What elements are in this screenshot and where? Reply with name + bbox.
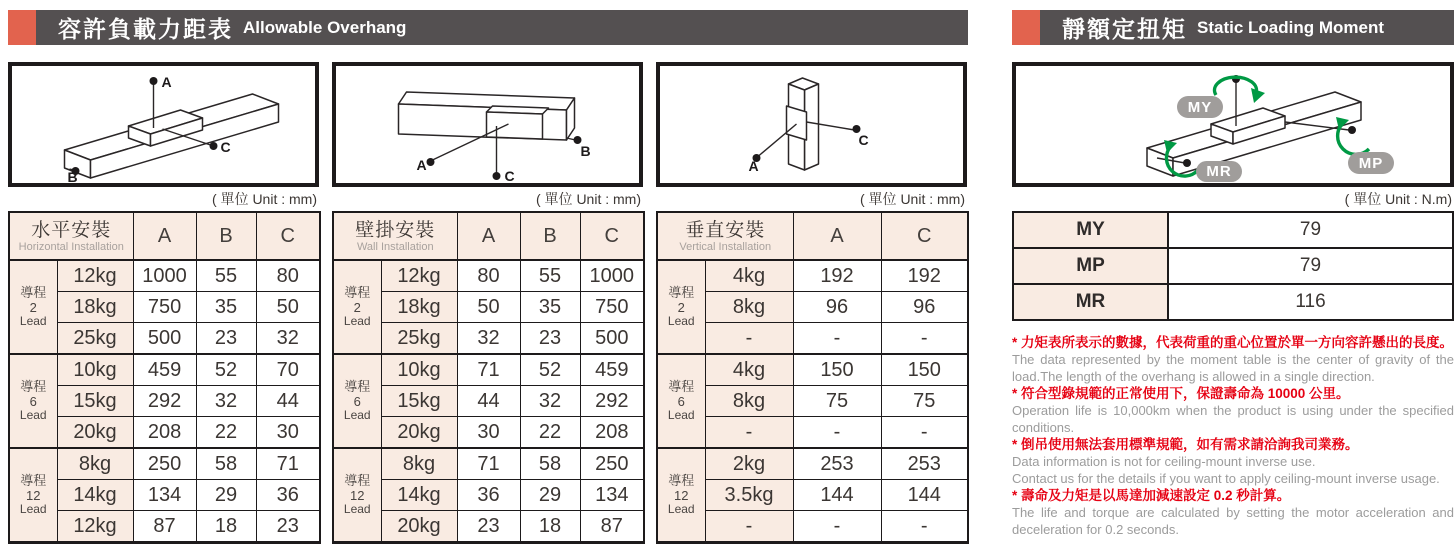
value-cell: 22	[520, 417, 580, 449]
value-cell: -	[793, 323, 881, 355]
note-zh: * 倒吊使用無法套用標準規範，如有需求請洽詢我司業務。	[1012, 437, 1359, 452]
value-cell: -	[881, 323, 968, 355]
table-title: 垂直安裝 Vertical Installation	[657, 212, 793, 260]
load-cell: 25kg	[381, 323, 457, 355]
moment-row	[1013, 212, 1453, 248]
accent-square	[1012, 10, 1040, 45]
value-cell: 87	[580, 511, 644, 543]
load-cell: 12kg	[57, 260, 133, 292]
section-title-en: Static Loading Moment	[1197, 17, 1384, 37]
value-cell: 30	[256, 417, 320, 449]
moment-label: MR	[1013, 284, 1168, 320]
wall-installation-diagram	[332, 62, 643, 187]
value-cell: 32	[196, 386, 256, 417]
load-cell: 4kg	[705, 260, 793, 292]
moment-label-my: MY	[1187, 99, 1213, 116]
value-cell: -	[881, 417, 968, 449]
value-cell: 144	[881, 480, 968, 511]
value-cell: 50	[256, 292, 320, 323]
note-en: The life and torque are calculated by setting the motor acceleration and deceleration for 0.2 seconds.	[1012, 505, 1454, 537]
load-cell: 18kg	[57, 292, 133, 323]
table-row	[333, 448, 644, 480]
load-cell: 8kg	[705, 292, 793, 323]
note-en: The data represented by the moment table is the center of gravity of the load.The length of the overhang is allowed in a single direction.	[1012, 352, 1454, 384]
diagram-point-c: C	[220, 139, 231, 155]
value-cell: 50	[457, 292, 520, 323]
lead-cell: 導程 6 Lead	[333, 354, 381, 448]
column-header: C	[881, 212, 968, 260]
note-zh: * 力矩表所表示的數據，代表荷重的重心位置於單一方向容許懸出的長度。	[1012, 335, 1454, 350]
load-cell: -	[705, 511, 793, 543]
notes	[1012, 334, 1454, 538]
value-cell: 52	[196, 354, 256, 386]
table-row	[657, 448, 968, 480]
value-cell: 150	[881, 354, 968, 386]
value-cell: 22	[196, 417, 256, 449]
value-cell: 23	[256, 511, 320, 543]
unit-label: ( 單位 Unit : N.m)	[1344, 191, 1452, 207]
value-cell: 58	[520, 448, 580, 480]
section-header-right	[1012, 10, 1454, 45]
value-cell: 29	[520, 480, 580, 511]
moment-value: 116	[1168, 284, 1453, 320]
value-cell: 96	[881, 292, 968, 323]
load-cell: 10kg	[57, 354, 133, 386]
value-cell: 1000	[133, 260, 196, 292]
moment-value: 79	[1168, 212, 1453, 248]
unit-label: ( 單位 Unit : mm)	[536, 191, 641, 207]
unit-label: ( 單位 Unit : mm)	[860, 191, 965, 207]
value-cell: 144	[793, 480, 881, 511]
value-cell: 71	[457, 448, 520, 480]
diagram-point-a: A	[161, 74, 172, 90]
table-row	[333, 260, 644, 292]
moment-row	[1013, 284, 1453, 320]
table-title: 水平安裝 Horizontal Installation	[9, 212, 133, 260]
load-cell: 20kg	[381, 511, 457, 543]
lead-cell: 導程 12 Lead	[657, 448, 705, 543]
value-cell: 52	[520, 354, 580, 386]
load-cell: -	[705, 323, 793, 355]
vertical-installation-table	[656, 211, 969, 544]
lead-cell: 導程 2 Lead	[333, 260, 381, 354]
value-cell: 292	[133, 386, 196, 417]
value-cell: 55	[196, 260, 256, 292]
section-title-en: Allowable Overhang	[243, 17, 407, 37]
value-cell: 150	[793, 354, 881, 386]
value-cell: 44	[256, 386, 320, 417]
load-cell: 8kg	[381, 448, 457, 480]
column-header: B	[520, 212, 580, 260]
load-cell: 2kg	[705, 448, 793, 480]
table-row	[333, 354, 644, 386]
load-cell: 18kg	[381, 292, 457, 323]
wall-installation-table	[332, 211, 645, 544]
value-cell: 208	[133, 417, 196, 449]
moment-value: 79	[1168, 248, 1453, 284]
note-en: Data information is not for ceiling-mount inverse use.	[1012, 454, 1316, 469]
section-header-left	[8, 10, 968, 45]
load-cell: -	[705, 417, 793, 449]
horizontal-installation-table	[8, 211, 321, 544]
value-cell: 134	[580, 480, 644, 511]
load-cell: 12kg	[381, 260, 457, 292]
section-title-zh: 容許負載力距表	[58, 16, 233, 42]
load-cell: 25kg	[57, 323, 133, 355]
note-en: Contact us for the details if you want to apply ceiling-mount inverse usage.	[1012, 471, 1440, 486]
value-cell: 23	[520, 323, 580, 355]
value-cell: 44	[457, 386, 520, 417]
value-cell: 192	[881, 260, 968, 292]
note-zh: * 符合型錄規範的正常使用下，保證壽命為 10000 公里。	[1012, 386, 1350, 401]
load-cell: 20kg	[57, 417, 133, 449]
value-cell: 71	[457, 354, 520, 386]
load-cell: 15kg	[57, 386, 133, 417]
value-cell: 30	[457, 417, 520, 449]
wall-installation-column	[332, 62, 643, 544]
value-cell: 36	[256, 480, 320, 511]
diagram-point-b: B	[67, 169, 78, 183]
value-cell: 192	[793, 260, 881, 292]
value-cell: 1000	[580, 260, 644, 292]
value-cell: 70	[256, 354, 320, 386]
value-cell: -	[793, 511, 881, 543]
value-cell: 55	[520, 260, 580, 292]
diagram-point-b: B	[580, 143, 591, 159]
vertical-installation-diagram	[656, 62, 967, 187]
column-header: B	[196, 212, 256, 260]
moment-diagram	[1012, 62, 1454, 187]
table-header-row	[9, 212, 320, 260]
value-cell: -	[881, 511, 968, 543]
value-cell: 32	[457, 323, 520, 355]
value-cell: 750	[133, 292, 196, 323]
vertical-installation-column	[656, 62, 967, 544]
load-cell: 15kg	[381, 386, 457, 417]
value-cell: 32	[520, 386, 580, 417]
diagram-point-c: C	[858, 132, 869, 148]
value-cell: 32	[256, 323, 320, 355]
lead-cell: 導程 2 Lead	[9, 260, 57, 354]
value-cell: 292	[580, 386, 644, 417]
value-cell: 253	[881, 448, 968, 480]
horizontal-installation-column	[8, 62, 319, 544]
value-cell: 80	[457, 260, 520, 292]
value-cell: 253	[793, 448, 881, 480]
value-cell: 23	[457, 511, 520, 543]
value-cell: -	[793, 417, 881, 449]
lead-cell: 導程 12 Lead	[9, 448, 57, 543]
column-header: C	[256, 212, 320, 260]
table-row	[9, 448, 320, 480]
load-cell: 10kg	[381, 354, 457, 386]
value-cell: 87	[133, 511, 196, 543]
table-row	[9, 354, 320, 386]
value-cell: 71	[256, 448, 320, 480]
value-cell: 80	[256, 260, 320, 292]
load-cell: 14kg	[57, 480, 133, 511]
lead-cell: 導程 6 Lead	[9, 354, 57, 448]
load-cell: 20kg	[381, 417, 457, 449]
value-cell: 36	[457, 480, 520, 511]
load-cell: 3.5kg	[705, 480, 793, 511]
value-cell: 134	[133, 480, 196, 511]
value-cell: 29	[196, 480, 256, 511]
load-cell: 14kg	[381, 480, 457, 511]
diagram-point-a: A	[748, 158, 759, 174]
value-cell: 500	[580, 323, 644, 355]
value-cell: 75	[881, 386, 968, 417]
table-title: 壁掛安裝 Wall Installation	[333, 212, 457, 260]
load-cell: 8kg	[57, 448, 133, 480]
unit-label: ( 單位 Unit : mm)	[212, 191, 317, 207]
value-cell: 459	[580, 354, 644, 386]
value-cell: 75	[793, 386, 881, 417]
note-en: Operation life is 10,000km when the product is using under the specified conditions.	[1012, 403, 1454, 435]
horizontal-installation-diagram	[8, 62, 319, 187]
table-header-row	[657, 212, 968, 260]
load-cell: 4kg	[705, 354, 793, 386]
column-header: A	[457, 212, 520, 260]
table-header-row	[333, 212, 644, 260]
static-loading-moment-table	[1012, 211, 1454, 321]
value-cell: 208	[580, 417, 644, 449]
value-cell: 250	[580, 448, 644, 480]
moment-label-mp: MP	[1358, 155, 1384, 172]
load-cell: 12kg	[57, 511, 133, 543]
value-cell: 35	[520, 292, 580, 323]
value-cell: 500	[133, 323, 196, 355]
value-cell: 23	[196, 323, 256, 355]
table-row	[657, 354, 968, 386]
table-row	[657, 260, 968, 292]
moment-row	[1013, 248, 1453, 284]
value-cell: 250	[133, 448, 196, 480]
accent-square	[8, 10, 36, 45]
allowable-overhang-section	[8, 10, 968, 544]
moment-label-mr: MR	[1206, 163, 1232, 180]
section-title-zh: 靜額定扭矩	[1062, 16, 1187, 42]
moment-label: MY	[1013, 212, 1168, 248]
value-cell: 18	[520, 511, 580, 543]
value-cell: 96	[793, 292, 881, 323]
diagram-point-c: C	[504, 168, 515, 183]
load-cell: 8kg	[705, 386, 793, 417]
column-header: C	[580, 212, 644, 260]
value-cell: 58	[196, 448, 256, 480]
moment-label: MP	[1013, 248, 1168, 284]
value-cell: 35	[196, 292, 256, 323]
value-cell: 18	[196, 511, 256, 543]
lead-cell: 導程 2 Lead	[657, 260, 705, 354]
value-cell: 750	[580, 292, 644, 323]
note-zh: * 壽命及力矩是以馬達加減速設定 0.2 秒計算。	[1012, 488, 1291, 503]
table-row	[9, 260, 320, 292]
value-cell: 459	[133, 354, 196, 386]
column-header: A	[793, 212, 881, 260]
lead-cell: 導程 12 Lead	[333, 448, 381, 543]
static-loading-moment-section	[1012, 10, 1454, 538]
diagram-point-a: A	[416, 157, 427, 173]
lead-cell: 導程 6 Lead	[657, 354, 705, 448]
column-header: A	[133, 212, 196, 260]
